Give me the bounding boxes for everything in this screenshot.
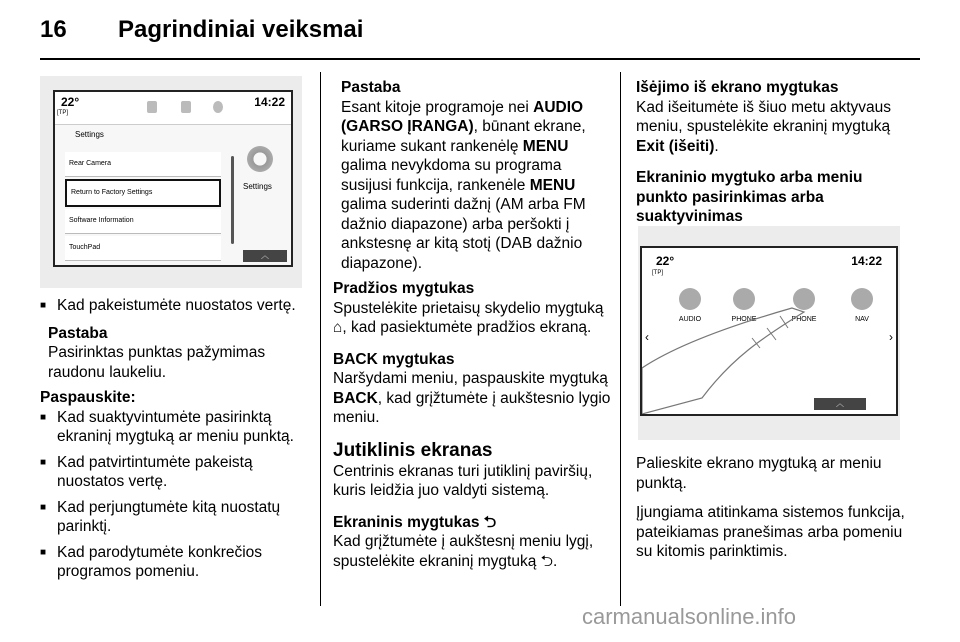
section-text: Kad grįžtumėte į aukštesnį meniu lygį, spustelėkite ekraninį mygtuką ⮌. [333,533,594,570]
settings-screen [53,90,293,267]
gear-icon [245,144,275,174]
section-text: Centrinis ekranas turi jutiklinį paviršių, kuris leidžia juo valdyti sistemą. [333,462,593,499]
section-heading: Jutiklinis ekranas [333,439,493,461]
column-3-lower [636,454,906,562]
left-arrow-icon[interactable]: ‹ [645,330,649,344]
column-3 [636,78,906,227]
bullet-item: ■ Kad pakeistumėte nuostatos vertę. [40,296,308,316]
settings-list [65,152,221,263]
section-text: Įjungiama atitinkama sistemos funkcija, pateikiamas pranešimas arba pomeniu su kitomis parinktimis. [636,504,905,560]
section-title: Išėjimo iš ekrano mygtukas [636,79,839,96]
bullet-item: ■ Kad parodytumėte konkrečios programos pomeniu. [40,543,308,582]
list-item[interactable]: Software Information [65,209,221,234]
clock: 14:22 [254,95,285,109]
bullet-item: ■ Kad perjungtumėte kitą nuostatų parinktį. [40,498,308,537]
settings-heading: Settings [75,130,104,139]
section-title: Ekraninis mygtukas ⮌ [333,513,497,531]
info-icon [213,101,223,113]
section-title: Ekraninio mygtuko arba meniu punkto pasirinkimas arba suaktyvinimas [636,169,863,225]
app-audio[interactable]: AUDIO [670,288,710,323]
back-button[interactable]: ︿ [814,398,866,410]
right-arrow-icon[interactable]: › [889,330,893,344]
clock: 14:22 [851,254,882,268]
settings-label: Settings [243,182,272,191]
temperature: 22° [61,95,80,109]
section-text: Naršydami meniu, paspauskite mygtuką BACK, kad grįžtumėte į aukštesnio lygio meniu. [333,370,611,426]
app-nav[interactable]: NAV [842,288,882,323]
column-divider-2 [620,72,621,606]
status-bar [55,92,291,125]
section-title: BACK mygtukas [333,350,455,368]
column-2 [333,78,613,571]
note-title: Pastaba [48,324,108,342]
page-number: 16 [40,16,67,43]
list-item[interactable]: Rear Camera [65,152,221,177]
temperature: 22° [656,254,675,268]
section-title: Pradžios mygtukas [333,280,475,297]
finger-illustration [642,248,896,414]
section-text: Kad išeitumėte iš šiuo metu aktyvaus meniu, spustelėkite ekraninį mygtuką Exit (išeiti). [636,98,892,155]
tp-indicator: [TP] [57,110,69,116]
home-screen [640,246,898,416]
section-text: Spustelėkite prietaisų skydelio mygtuką ⌂, kad pasiektumėte pradžios ekraną. [333,299,604,336]
note-text: Esant kitoje programoje nei AUDIO (GARSO ĮRANGA), būnant ekrane, kuriame sukant rankenėlę MENU galima nevykdoma su programa susijusi funkcija, rankenėle MENU galima suderinti dažnį (AM arba FM dažnio diapazone) arba peršokti į ankstesnę ar kitą stotį (DAB dažnio diapazone). [341,98,586,272]
column-1 [40,296,308,582]
back-button[interactable]: ︿ [243,250,287,262]
press-label: Paspauskite: [40,389,136,406]
list-item[interactable]: TouchPad [65,236,221,261]
settings-screenshot [40,76,302,288]
music-icon [147,101,157,113]
tp-indicator: [TP] [652,270,664,276]
note-text: Pasirinktas punktas pažymimas raudonu laukeliu. [48,344,266,381]
scrollbar[interactable] [231,156,234,244]
touch-screenshot [638,226,900,440]
bullet-item: ■ Kad patvirtintumėte pakeistą nuostatos vertę. [40,453,308,492]
watermark: carmanualsonline.info [582,604,797,629]
page-title: Pagrindiniai veiksmai [118,16,364,43]
list-item-selected[interactable]: Return to Factory Settings [65,179,221,207]
column-divider-1 [320,72,321,606]
phone-icon [181,101,191,113]
bullet-item: ■ Kad suaktyvintumėte pasirinktą ekraninį mygtuką ar meniu punktą. [40,408,308,447]
app-phone-2[interactable]: PHONE [784,288,824,323]
app-phone[interactable]: PHONE [724,288,764,323]
header-rule [40,58,920,60]
section-text: Palieskite ekrano mygtuką ar meniu punktą. [636,455,882,492]
note-title: Pastaba [341,79,401,96]
